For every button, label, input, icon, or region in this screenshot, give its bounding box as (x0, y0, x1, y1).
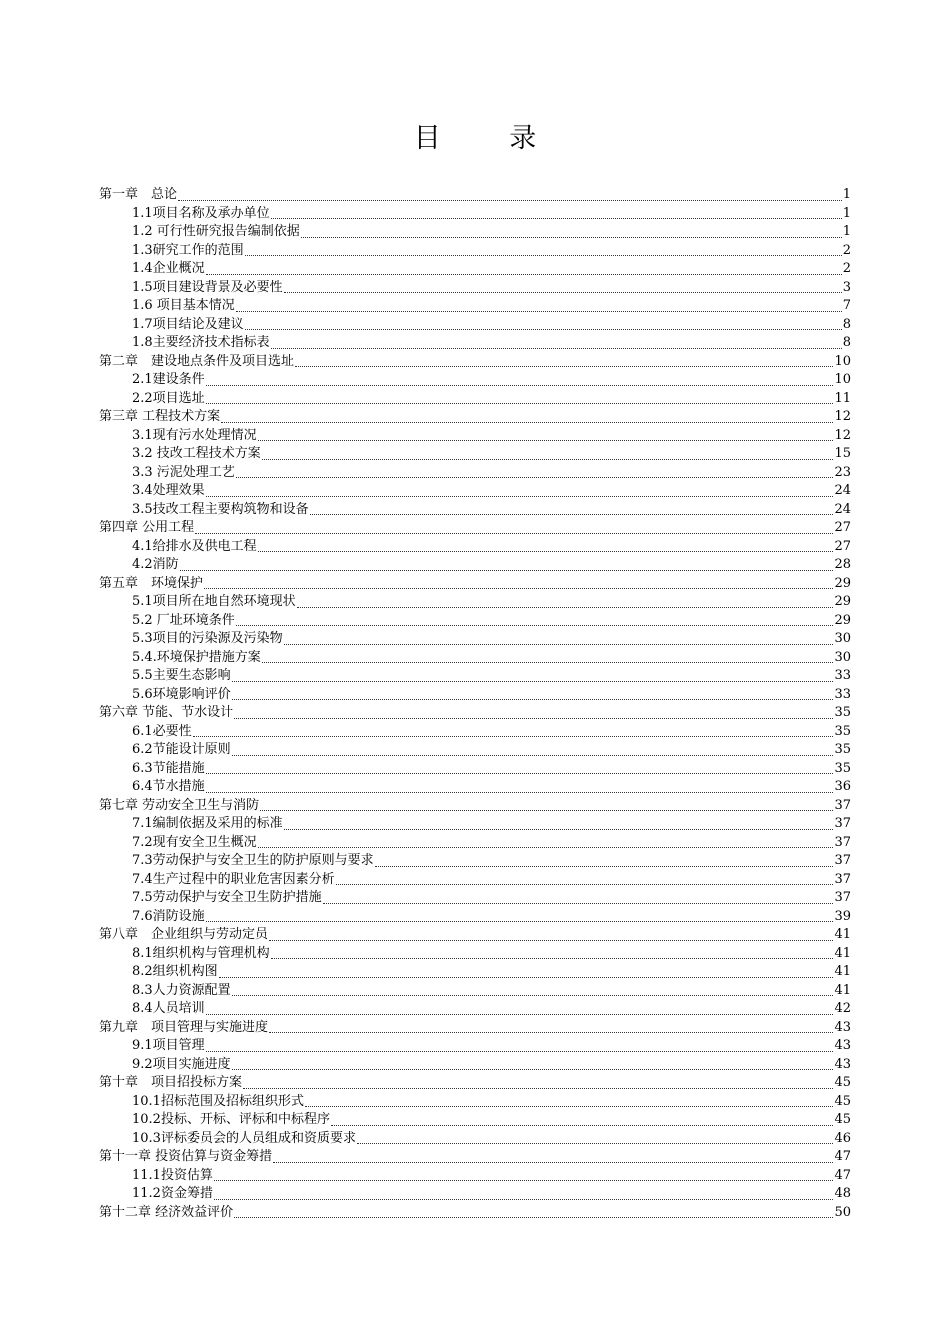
toc-page-number: 43 (834, 1038, 851, 1053)
toc-dot-leader (284, 291, 842, 293)
toc-entry-label: 1.5项目建设背景及必要性 (132, 279, 283, 295)
toc-entry-label: 7.6消防设施 (132, 908, 205, 924)
toc-dot-leader (271, 217, 842, 219)
toc-dot-leader (232, 994, 834, 996)
toc-page-number: 3 (842, 279, 851, 295)
toc-section-entry[interactable] (99, 316, 851, 335)
toc-dot-leader (232, 754, 834, 756)
toc-page-number: 41 (834, 982, 851, 998)
toc-chapter-entry[interactable] (99, 1074, 851, 1093)
toc-dot-leader (206, 384, 834, 386)
toc-page-number: 33 (834, 668, 851, 683)
toc-chapter-entry[interactable] (99, 1148, 851, 1167)
toc-page-number: 41 (834, 927, 851, 942)
toc-page-number: 29 (834, 594, 851, 609)
toc-page-number: 37 (834, 834, 851, 850)
toc-section-entry[interactable] (99, 908, 851, 927)
toc-page-number: 7 (842, 298, 851, 313)
toc-entry-label: 6.2节能设计原则 (132, 742, 231, 757)
toc-dot-leader (214, 1179, 834, 1181)
toc-dot-leader (305, 1105, 834, 1107)
toc-chapter-entry[interactable] (99, 519, 851, 538)
toc-page-number: 2 (842, 261, 851, 276)
toc-section-entry[interactable] (99, 1167, 851, 1186)
toc-section-entry[interactable] (99, 741, 851, 760)
toc-dot-leader (180, 569, 834, 571)
toc-dot-leader (331, 1124, 834, 1126)
toc-section-entry[interactable] (99, 612, 851, 631)
toc-page-number: 27 (834, 538, 851, 554)
toc-section-entry[interactable] (99, 279, 851, 298)
toc-section-entry[interactable] (99, 760, 851, 779)
toc-entry-label: 1.4企业概况 (132, 261, 205, 276)
toc-dot-leader (206, 920, 834, 922)
toc-page-number: 35 (834, 760, 851, 776)
toc-section-entry[interactable] (99, 723, 851, 742)
toc-page-number: 11 (834, 390, 851, 406)
toc-entry-label: 第四章 公用工程 (99, 520, 195, 535)
toc-dot-leader (214, 1198, 834, 1200)
toc-page-number: 28 (834, 557, 851, 572)
toc-entry-label: 5.4.环境保护措施方案 (132, 649, 261, 665)
toc-dot-leader (193, 735, 834, 737)
toc-page-number: 1 (842, 224, 851, 239)
toc-dot-leader (206, 1050, 834, 1052)
toc-dot-leader (310, 513, 834, 515)
toc-dot-leader (336, 883, 834, 885)
toc-entry-label: 第二章 建设地点条件及项目选址 (99, 353, 295, 369)
toc-page-number: 37 (834, 853, 851, 868)
toc-dot-leader (236, 624, 834, 626)
toc-entry-label: 7.4生产过程中的职业危害因素分析 (132, 871, 335, 887)
toc-page-number: 8 (842, 316, 851, 332)
toc-section-entry[interactable] (99, 556, 851, 575)
toc-entry-label: 第七章 劳动安全卫生与消防 (99, 797, 260, 813)
toc-page-number: 35 (834, 723, 851, 739)
toc-section-entry[interactable] (99, 464, 851, 483)
toc-entry-label: 1.6 项目基本情况 (132, 298, 235, 313)
toc-section-entry[interactable] (99, 945, 851, 964)
toc-page-number: 24 (834, 483, 851, 498)
toc-entry-label: 8.1组织机构与管理机构 (132, 945, 270, 961)
toc-page-number: 33 (834, 686, 851, 702)
toc-entry-label: 7.2现有安全卫生概况 (132, 834, 257, 850)
toc-page-number: 37 (834, 816, 851, 831)
toc-entry-label: 6.1必要性 (132, 723, 192, 739)
toc-entry-label: 1.7项目结论及建议 (132, 316, 244, 332)
toc-chapter-entry[interactable] (99, 353, 851, 372)
table-of-contents (99, 186, 851, 1222)
toc-chapter-entry[interactable] (99, 1019, 851, 1038)
toc-section-entry[interactable] (99, 1111, 851, 1130)
toc-entry-label: 第一章 总论 (99, 187, 178, 202)
toc-chapter-entry[interactable] (99, 575, 851, 594)
toc-section-entry[interactable] (99, 371, 851, 390)
toc-dot-leader (258, 846, 834, 848)
toc-dot-leader (284, 828, 834, 830)
toc-dot-leader (357, 1142, 834, 1144)
toc-entry-label: 第三章 工程技术方案 (99, 409, 221, 424)
toc-dot-leader (206, 1013, 834, 1015)
toc-dot-leader (262, 458, 834, 460)
toc-entry-label: 7.3劳动保护与安全卫生的防护原则与要求 (132, 853, 374, 868)
toc-section-entry[interactable] (99, 205, 851, 224)
toc-section-entry[interactable] (99, 834, 851, 853)
toc-dot-leader (232, 1068, 834, 1070)
toc-entry-label: 3.3 污泥处理工艺 (132, 464, 235, 480)
toc-entry-label: 第五章 环境保护 (99, 575, 204, 591)
toc-page-number: 47 (834, 1149, 851, 1164)
toc-section-entry[interactable] (99, 334, 851, 353)
toc-entry-label: 10.1招标范围及招标组织形式 (132, 1093, 304, 1109)
toc-entry-label: 5.1项目所在地自然环境现状 (132, 594, 296, 609)
toc-section-entry[interactable] (99, 297, 851, 316)
toc-dot-leader (271, 957, 834, 959)
toc-entry-label: 第十章 项目招投标方案 (99, 1075, 243, 1090)
toc-page-number: 29 (834, 612, 851, 628)
toc-section-entry[interactable] (99, 649, 851, 668)
toc-entry-label: 1.3研究工作的范围 (132, 242, 244, 258)
toc-chapter-entry[interactable] (99, 704, 851, 723)
toc-dot-leader (232, 698, 834, 700)
toc-entry-label: 4.2消防 (132, 557, 179, 572)
toc-page-number: 42 (834, 1001, 851, 1016)
toc-section-entry[interactable] (99, 427, 851, 446)
toc-page-number: 35 (834, 705, 851, 720)
toc-dot-leader (258, 439, 834, 441)
toc-entry-label: 9.1项目管理 (132, 1038, 205, 1053)
toc-entry-label: 1.8主要经济技术指标表 (132, 335, 270, 350)
toc-dot-leader (273, 1161, 833, 1163)
toc-page-number: 41 (834, 964, 851, 979)
toc-dot-leader (262, 661, 834, 663)
toc-section-entry[interactable] (99, 963, 851, 982)
toc-page-number: 23 (834, 464, 851, 480)
toc-dot-leader (245, 328, 842, 330)
toc-dot-leader (206, 273, 842, 275)
toc-page-number: 43 (834, 1019, 851, 1035)
toc-dot-leader (204, 587, 833, 589)
toc-dot-leader (206, 791, 834, 793)
toc-section-entry[interactable] (99, 815, 851, 834)
toc-chapter-entry[interactable] (99, 797, 851, 816)
toc-page-number: 24 (834, 501, 851, 517)
toc-page-number: 45 (834, 1093, 851, 1109)
toc-section-entry[interactable] (99, 1093, 851, 1112)
toc-entry-label: 1.2 可行性研究报告编制依据 (132, 224, 300, 239)
toc-entry-label: 3.2 技改工程技术方案 (132, 446, 261, 461)
toc-section-entry[interactable] (99, 538, 851, 557)
toc-page-number: 46 (834, 1130, 851, 1146)
toc-page-number: 43 (834, 1056, 851, 1072)
toc-entry-label: 3.4处理效果 (132, 483, 205, 498)
toc-page-number: 12 (834, 427, 851, 443)
toc-dot-leader (245, 254, 842, 256)
toc-entry-label: 8.2组织机构图 (132, 964, 218, 979)
toc-page-number: 45 (834, 1112, 851, 1127)
toc-dot-leader (295, 365, 833, 367)
toc-entry-label: 5.3项目的污染源及污染物 (132, 631, 283, 646)
toc-section-entry[interactable] (99, 630, 851, 649)
toc-section-entry[interactable] (99, 242, 851, 261)
toc-dot-leader (260, 809, 833, 811)
toc-section-entry[interactable] (99, 982, 851, 1001)
toc-entry-label: 5.2 厂址环境条件 (132, 612, 235, 628)
toc-page-number: 27 (834, 520, 851, 535)
toc-entry-label: 2.1建设条件 (132, 372, 205, 387)
toc-dot-leader (269, 1031, 833, 1033)
toc-chapter-entry[interactable] (99, 186, 851, 205)
toc-entry-label: 5.6环境影响评价 (132, 686, 231, 702)
toc-entry-label: 3.5技改工程主要构筑物和设备 (132, 501, 309, 517)
toc-page-number: 37 (834, 890, 851, 905)
toc-chapter-entry[interactable] (99, 408, 851, 427)
toc-entry-label: 2.2项目选址 (132, 390, 205, 406)
toc-entry-label: 3.1现有污水处理情况 (132, 427, 257, 443)
toc-section-entry[interactable] (99, 445, 851, 464)
toc-entry-label: 7.5劳动保护与安全卫生防护措施 (132, 890, 322, 905)
toc-section-entry[interactable] (99, 1185, 851, 1204)
toc-entry-label: 11.1投资估算 (132, 1167, 213, 1183)
toc-entry-label: 7.1编制依据及采用的标准 (132, 816, 283, 831)
toc-page-number: 30 (834, 631, 851, 646)
toc-entry-label: 5.5主要生态影响 (132, 668, 231, 683)
toc-page-number: 36 (834, 779, 851, 794)
toc-dot-leader (243, 1087, 833, 1089)
toc-entry-label: 9.2项目实施进度 (132, 1056, 231, 1072)
toc-entry-label: 10.2投标、开标、评标和中标程序 (132, 1112, 330, 1127)
toc-page-number: 8 (842, 335, 851, 350)
toc-page-number: 1 (842, 187, 851, 202)
toc-section-entry[interactable] (99, 1130, 851, 1149)
toc-page-number: 45 (834, 1075, 851, 1090)
toc-section-entry[interactable] (99, 1000, 851, 1019)
toc-page-number: 39 (834, 908, 851, 924)
toc-page-number: 10 (834, 372, 851, 387)
toc-dot-leader (195, 532, 833, 534)
toc-entry-label: 4.1给排水及供电工程 (132, 538, 257, 554)
toc-dot-leader (206, 402, 834, 404)
toc-section-entry[interactable] (99, 482, 851, 501)
toc-page-number: 48 (834, 1186, 851, 1201)
toc-dot-leader (269, 939, 833, 941)
toc-section-entry[interactable] (99, 501, 851, 520)
toc-page-number: 2 (842, 242, 851, 258)
toc-page-number: 35 (834, 742, 851, 757)
toc-section-entry[interactable] (99, 593, 851, 612)
toc-page-number: 47 (834, 1167, 851, 1183)
toc-page-number: 15 (834, 446, 851, 461)
toc-dot-leader (206, 495, 834, 497)
toc-section-entry[interactable] (99, 223, 851, 242)
toc-section-entry[interactable] (99, 1056, 851, 1075)
toc-dot-leader (323, 902, 834, 904)
toc-section-entry[interactable] (99, 260, 851, 279)
toc-section-entry[interactable] (99, 686, 851, 705)
toc-entry-label: 1.1项目名称及承办单位 (132, 205, 270, 221)
toc-page-number: 12 (834, 409, 851, 424)
toc-page-number: 30 (834, 649, 851, 665)
toc-entry-label: 6.3节能措施 (132, 760, 205, 776)
toc-dot-leader (206, 772, 834, 774)
toc-dot-leader (178, 199, 842, 201)
toc-page-number: 10 (834, 353, 851, 369)
toc-page-number: 41 (834, 945, 851, 961)
toc-entry-label: 第八章 企业组织与劳动定员 (99, 927, 269, 942)
toc-entry-label: 8.4人员培训 (132, 1001, 205, 1016)
toc-page-number: 29 (834, 575, 851, 591)
toc-entry-label: 10.3评标委员会的人员组成和资质要求 (132, 1130, 356, 1146)
toc-dot-leader (271, 347, 842, 349)
toc-section-entry[interactable] (99, 667, 851, 686)
toc-dot-leader (301, 236, 842, 238)
toc-entry-label: 8.3人力资源配置 (132, 982, 231, 998)
toc-dot-leader (375, 865, 834, 867)
toc-page-number: 1 (842, 205, 851, 221)
toc-dot-leader (236, 310, 842, 312)
toc-dot-leader (284, 643, 834, 645)
toc-page-number: 37 (834, 797, 851, 813)
toc-section-entry[interactable] (99, 1037, 851, 1056)
toc-chapter-entry[interactable] (99, 926, 851, 945)
toc-section-entry[interactable] (99, 778, 851, 797)
toc-dot-leader (221, 421, 833, 423)
toc-entry-label: 第六章 节能、节水设计 (99, 705, 234, 720)
toc-page-number: 50 (834, 1204, 851, 1220)
toc-page-number: 37 (834, 871, 851, 887)
toc-entry-label: 第九章 项目管理与实施进度 (99, 1019, 269, 1035)
toc-section-entry[interactable] (99, 390, 851, 409)
toc-dot-leader (297, 606, 834, 608)
toc-entry-label: 第十一章 投资估算与资金筹措 (99, 1149, 273, 1164)
toc-entry-label: 6.4节水措施 (132, 779, 205, 794)
toc-section-entry[interactable] (99, 871, 851, 890)
toc-dot-leader (232, 680, 834, 682)
toc-section-entry[interactable] (99, 852, 851, 871)
toc-dot-leader (234, 1216, 833, 1218)
toc-chapter-entry[interactable] (99, 1204, 851, 1223)
toc-dot-leader (219, 976, 834, 978)
toc-dot-leader (236, 476, 834, 478)
toc-section-entry[interactable] (99, 889, 851, 908)
toc-dot-leader (258, 550, 834, 552)
page-title: 目 录 (413, 123, 567, 154)
toc-entry-label: 第十二章 经济效益评价 (99, 1204, 234, 1220)
toc-dot-leader (234, 717, 833, 719)
toc-entry-label: 11.2资金筹措 (132, 1186, 213, 1201)
